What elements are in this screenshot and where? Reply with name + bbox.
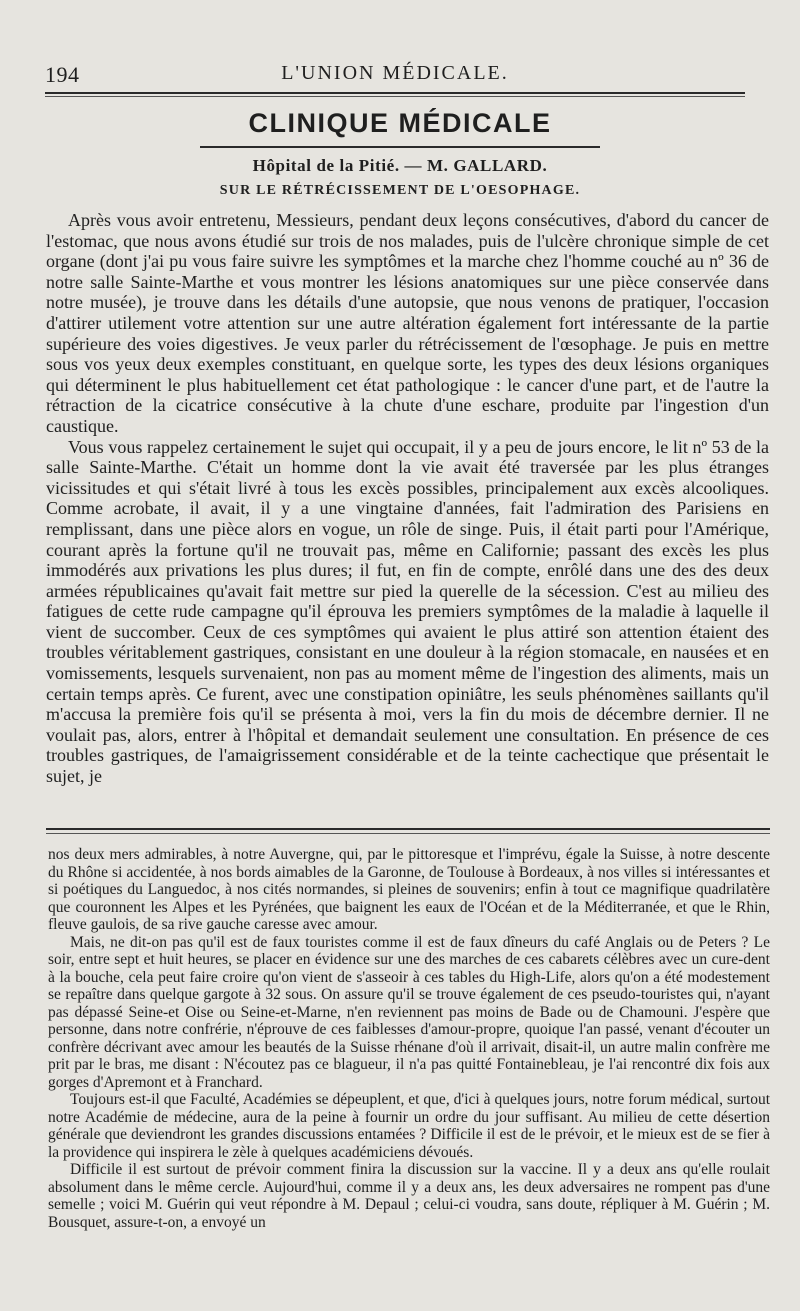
feuilleton-body (48, 846, 770, 1231)
hospital-line: Hôpital de la Pitié. — M. GALLARD. (252, 156, 548, 175)
article-body (46, 210, 769, 787)
feuilleton-paragraph: Toujours est-il que Faculté, Académies se dépeuplent, et que, d'ici à quelques jours, notre forum médical, surtout notre Académie de médecine, aura de la peine à fournir un ordre du jour suffisant. Au milieu de cette désertion générale que deviendront les grandes discussions entamées ? Difficile il est de le prévoir, et le mieux est de se fier à la providence qui inspirera le zèle à quelques académiciens dévoués. (48, 1091, 770, 1161)
feuilleton-rule (46, 828, 770, 830)
section-title: CLINIQUE MÉDICALE (248, 108, 552, 138)
article-paragraph: Vous vous rappelez certainement le sujet qui occupait, il y a peu de jours encore, le lit nº 53 de la salle Sainte-Marthe. C'était un homme dont la vie avait été traversée par les plus étranges vicissitudes et qui s'était livré à tous les excès possibles, principalement aux excès alcooliques. Comme acrobate, il avait, il y a une vingtaine d'années, fait l'admiration des Parisiens en remplissant, dans une pièce alors en vogue, un rôle de singe. Puis, il était parti pour l'Amérique, courant après la fortune qu'il ne trouvait pas, même en Californie; passant des excès les plus immodérés aux privations les plus dures; il fut, en fin de compte, enrôlé dans une des des deux armées républicaines qu'avait fait mettre sur pied la querelle de la sécession. C'est au milieu des fatigues de cette rude campagne qu'il éprouva les premiers symptômes de la maladie à laquelle il vient de succomber. Ceux de ces symptômes qui avaient le plus attiré son attention étaient des troubles véritablement gastriques, consistant en une douleur à la région stomacale, en nausées et en vomissements, lesquels survenaient, non pas au moment même de l'ingestion des aliments, mais un certain temps après. Ce furent, avec une constipation opiniâtre, les seuls phénomènes saillants qu'il m'accusa la première fois qu'il se présenta à moi, vers la fin du mois de décembre dernier. Il ne voulait pas, alors, entrer à l'hôpital et demandait seulement une consultation. En présence de ces troubles gastriques, de l'amaigrissement considérable et de la teinte cachectique que présentait le sujet, je (46, 436, 769, 787)
header-rule (45, 92, 745, 94)
feuilleton-paragraph: nos deux mers admirables, à notre Auvergne, qui, par le pittoresque et l'imprévu, égale la Suisse, à notre descente du Rhône si accidentée, à nos bords aimables de la Garonne, de Toulouse à Bordeaux, à nos villes si intéressantes et si poétiques du Languedoc, à nos cités normandes, si pleines de souvenirs; enfin à tout ce magnifique quadrilatère que couronnent les Alpes et les Pyrénées, que baignent les eaux de l'Océan et de la Méditerranée, et que le Rhin, fleuve gaulois, de sa rive gauche caresse avec amour. (48, 846, 770, 933)
subject-line: SUR LE RÉTRÉCISSEMENT DE L'OESOPHAGE. (219, 183, 581, 198)
feuilleton-rule-thin (46, 833, 770, 834)
journal-title: L'UNION MÉDICALE. (281, 62, 509, 84)
page-number: 194 (45, 62, 80, 87)
running-head (45, 58, 745, 90)
header-rule-thin (45, 96, 745, 97)
article-paragraph: Après vous avoir entretenu, Messieurs, pendant deux leçons consécutives, d'abord du cancer de l'estomac, que nous avons étudié sur trois de nos malades, puis de l'ulcère chronique simple de cet organe (dont j'ai pu vous faire suivre les symptômes et la marche chez l'homme couché au nº 36 de notre salle Sainte-Marthe et vous montrer les lésions anatomiques sur une pièce conservée dans notre musée), je trouve dans les détails d'une autopsie, que nous venons de pratiquer, l'occasion d'attirer utilement votre attention sur une autre altération également fort intéressante de la partie supérieure des voies digestives. Je veux parler du rétrécissement de l'œsophage. Je puis en mettre sous vos yeux deux exemples constituant, en quelque sorte, les types des deux lésions organiques qui déterminent le plus habituellement cet état pathologique : le cancer d'une part, et de l'autre la rétraction de la cicatrice consécutive à la chute d'une eschare, produite par l'ingestion d'un caustique. (46, 210, 769, 436)
feuilleton-paragraph: Mais, ne dit-on pas qu'il est de faux touristes comme il est de faux dîneurs du café Anglais ou de Peters ? Le soir, entre sept et huit heures, se placer en évidence sur une des marches de ces cabarets célèbres avec un cure-dent à la bouche, cela peut faire croire qu'on vient de s'asseoir à ces tables du High-Life, alors qu'on a été modestement se repaître dans quelque gargote à 32 sous. On assure qu'il se trouve également de ces pseudo-touristes qui, n'ayant pas dépassé Seine-et Oise ou Seine-et-Marne, n'en reviennent pas moins de Bade ou de Chamouni. J'espère que personne, dans notre confrérie, n'éprouve de ces faiblesses d'amour-propre, quoique l'an passé, venant d'écouter un confrère décrivant avec amour les beautés de la Suisse rhénane d'où il arrivait, disait-il, un autre malin confrère me prit par le bras, me disant : N'écoutez pas ce blagueur, il n'a pas quitté Fontainebleau, je l'ai rencontré dix fois aux gorges d'Apremont et à Franchard. (48, 933, 770, 1091)
feuilleton-paragraph: Difficile il est surtout de prévoir comment finira la discussion sur la vaccine. Il y a deux ans qu'elle roulait absolument dans le même cercle. Aujourd'hui, comme il y a deux ans, les deux adversaires ne rompent pas d'une semelle ; voici M. Guérin qui veut répondre à M. Depaul ; celui-ci voudra, sans doute, répliquer à M. Guérin ; M. Bousquet, assure-t-on, a envoyé un (48, 1161, 770, 1231)
title-rule (200, 146, 600, 148)
